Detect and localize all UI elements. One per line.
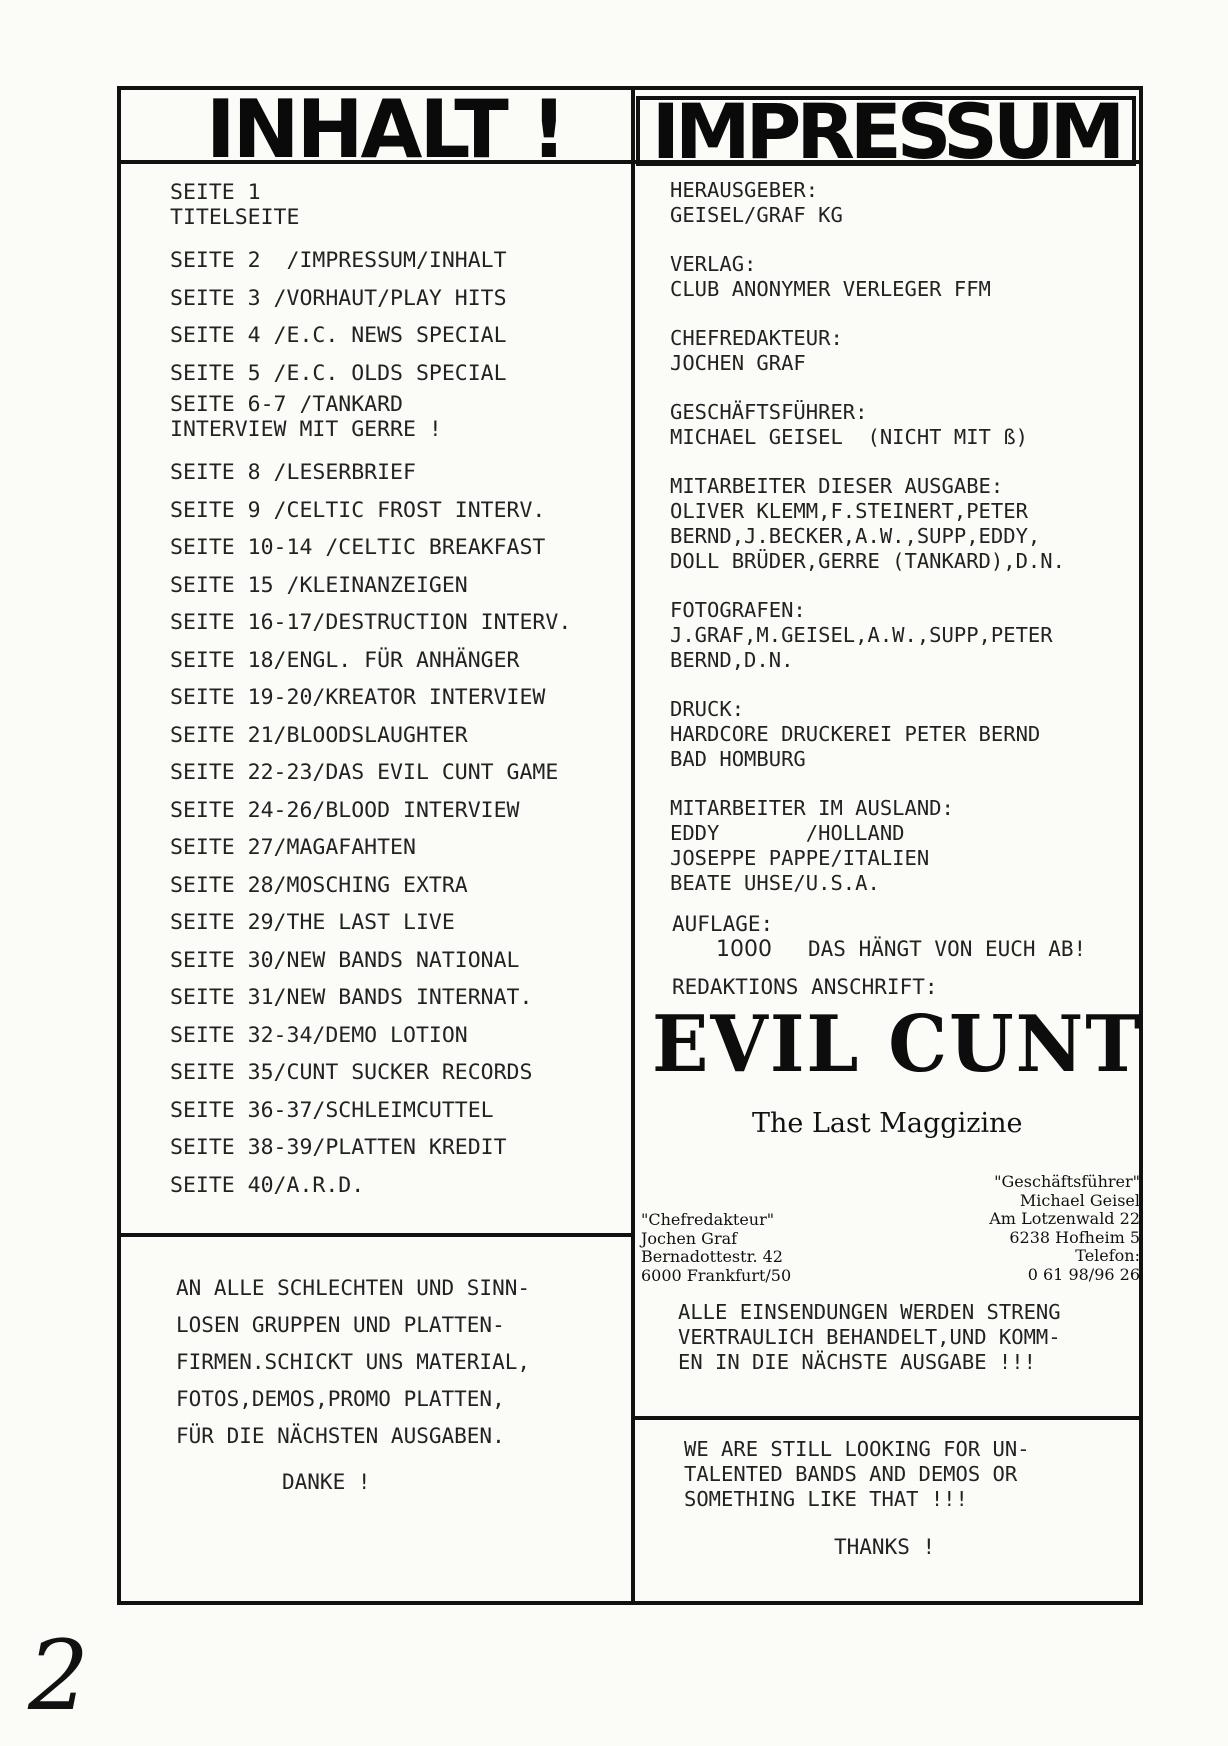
bottom-right-message <box>684 1437 1030 1512</box>
toc-entry: SEITE 18/ENGL. FÜR ANHÄNGER <box>170 647 520 673</box>
toc-entry: SEITE 10-14 /CELTIC BREAKFAST <box>170 535 546 560</box>
impressum-block <box>670 326 1138 376</box>
notice-line: EN IN DIE NÄCHSTE AUSGABE !!! <box>678 1350 1036 1374</box>
impressum-value: CLUB ANONYMER VERLEGER FFM <box>670 277 991 301</box>
message-line: FOTOS,DEMOS,PROMO PLATTEN, <box>176 1387 505 1411</box>
toc-entry: SEITE 9 /CELTIC FROST INTERV. <box>170 497 546 523</box>
impressum-heading: FOTOGRAFEN: <box>670 598 806 622</box>
impressum-value: BEATE UHSE/U.S.A. <box>670 871 880 895</box>
impressum-block <box>670 178 1138 228</box>
impressum-heading: CHEFREDAKTEUR: <box>670 326 843 350</box>
impressum-value: MICHAEL GEISEL (NICHT MIT ß) <box>670 425 1028 449</box>
impressum-value: JOSEPPE PAPPE/ITALIEN <box>670 846 930 870</box>
auflage-note: DAS HÄNGT VON EUCH AB! <box>808 937 1087 961</box>
impressum-block <box>670 400 1138 450</box>
impressum-block <box>670 796 1138 896</box>
notice-line: VERTRAULICH BEHANDELT,UND KOMM- <box>678 1325 1061 1349</box>
toc-entry: SEITE 8 /LESERBRIEF <box>170 460 416 485</box>
address-line: 6238 Hofheim 5 <box>1009 1227 1140 1247</box>
impressum-title: IMPRESSUM <box>651 87 1121 176</box>
impressum-block <box>670 474 1138 574</box>
toc-entry: SEITE 15 /KLEINANZEIGEN <box>170 572 468 598</box>
impressum-heading: GESCHÄFTSFÜHRER: <box>670 400 868 424</box>
toc-entry: SEITE 16-17/DESTRUCTION INTERV. <box>170 610 572 635</box>
impressum-block <box>670 598 1138 673</box>
impressum-value: BERND,D.N. <box>670 648 794 672</box>
toc-entry: INTERVIEW MIT GERRE ! <box>170 417 442 442</box>
geschaeftsfuehrer-address <box>989 1173 1140 1284</box>
toc-entry: SEITE 6-7 /TANKARD <box>170 392 403 417</box>
toc-entry: SEITE 5 /E.C. OLDS SPECIAL <box>170 360 507 386</box>
bottom-left-divider <box>117 1233 633 1237</box>
chefredakteur-address <box>641 1211 791 1285</box>
address-line: Am Lotzenwald 22 <box>989 1209 1140 1228</box>
toc-entry: SEITE 32-34/DEMO LOTION <box>170 1022 468 1048</box>
toc-entry: SEITE 27/MAGAFAHTEN <box>170 835 416 860</box>
toc-entry: SEITE 29/THE LAST LIVE <box>170 910 455 935</box>
auflage-label: AUFLAGE: <box>672 912 774 936</box>
toc-entry: SEITE 21/BLOODSLAUGHTER <box>170 722 468 748</box>
toc-entry: SEITE 38-39/PLATTEN KREDIT <box>170 1135 507 1160</box>
impressum-heading: MITARBEITER IM AUSLAND: <box>670 796 954 820</box>
message-line: LOSEN GRUPPEN UND PLATTEN- <box>176 1313 505 1337</box>
toc-entry: SEITE 30/NEW BANDS NATIONAL <box>170 947 520 973</box>
address-line: Bernadottestr. 42 <box>641 1247 783 1266</box>
message-line: FIRMEN.SCHICKT UNS MATERIAL, <box>176 1350 531 1374</box>
impressum-value: BAD HOMBURG <box>670 747 806 771</box>
message-line: AN ALLE SCHLECHTEN UND SINN- <box>176 1276 531 1300</box>
inhalt-title: INHALT ! <box>205 83 565 176</box>
toc-entry: SEITE 24-26/BLOOD INTERVIEW <box>170 797 520 823</box>
address-line: Jochen Graf <box>641 1228 738 1248</box>
toc-entry: SEITE 28/MOSCHING EXTRA <box>170 872 468 898</box>
address-line: Michael Geisel <box>1019 1190 1140 1210</box>
toc-entry: SEITE 36-37/SCHLEIMCUTTEL <box>170 1097 494 1123</box>
address-line: Telefon: <box>1075 1246 1140 1265</box>
toc-entry: SEITE 2 /IMPRESSUM/INHALT <box>170 248 507 273</box>
address-line: "Chefredakteur" <box>641 1210 775 1229</box>
notice-line: ALLE EINSENDUNGEN WERDEN STRENG <box>678 1300 1061 1324</box>
toc-entry: SEITE 4 /E.C. NEWS SPECIAL <box>170 323 507 348</box>
impressum-value: J.GRAF,M.GEISEL,A.W.,SUPP,PETER <box>670 623 1053 647</box>
toc-entry: SEITE 31/NEW BANDS INTERNAT. <box>170 985 533 1010</box>
address-line: "Geschäftsführer" <box>994 1172 1140 1191</box>
impressum-value: HARDCORE DRUCKEREI PETER BERND <box>670 722 1041 746</box>
anschrift-label: REDAKTIONS ANSCHRIFT: <box>672 975 938 999</box>
table-of-contents <box>170 180 630 1204</box>
submission-notice <box>678 1300 1061 1375</box>
address-line: 0 61 98/96 26 <box>1027 1264 1140 1284</box>
impressum-value: BERND,J.BECKER,A.W.,SUPP,EDDY, <box>670 524 1041 548</box>
bottom-right-divider <box>633 1416 1143 1420</box>
impressum-list <box>670 178 1138 920</box>
column-divider <box>631 86 635 1605</box>
page-number: 2 <box>28 1620 90 1732</box>
toc-entry: SEITE 3 /VORHAUT/PLAY HITS <box>170 285 507 311</box>
toc-entry: SEITE 40/A.R.D. <box>170 1172 365 1198</box>
message-line: WE ARE STILL LOOKING FOR UN- <box>684 1437 1030 1461</box>
impressum-value: DOLL BRÜDER,GERRE (TANKARD),D.N. <box>670 549 1065 573</box>
toc-entry: SEITE 1 <box>170 180 261 205</box>
toc-entry: SEITE 35/CUNT SUCKER RECORDS <box>170 1060 533 1085</box>
impressum-value: JOCHEN GRAF <box>670 351 806 375</box>
bottom-right-thanks: THANKS ! <box>834 1535 936 1559</box>
impressum-block <box>670 252 1138 302</box>
message-line: FÜR DIE NÄCHSTEN AUSGABEN. <box>176 1424 505 1448</box>
impressum-heading: HERAUSGEBER: <box>670 178 819 202</box>
bottom-left-message <box>176 1270 530 1455</box>
evil-cunt-logo: EVIL CUNT <box>652 999 1143 1091</box>
toc-entry: SEITE 22-23/DAS EVIL CUNT GAME <box>170 760 559 785</box>
logo-tagline: The Last Maggizine <box>752 1108 1023 1139</box>
toc-entry: TITELSEITE <box>170 205 300 230</box>
auflage-value: 1000 <box>716 937 772 962</box>
impressum-block <box>670 697 1138 772</box>
impressum-heading: VERLAG: <box>670 252 757 276</box>
toc-entry: SEITE 19-20/KREATOR INTERVIEW <box>170 685 546 710</box>
address-line: 6000 Frankfurt/50 <box>641 1265 792 1285</box>
impressum-value: EDDY /HOLLAND <box>670 821 905 845</box>
impressum-value: OLIVER KLEMM,F.STEINERT,PETER <box>670 499 1028 523</box>
bottom-left-thanks: DANKE ! <box>282 1470 371 1494</box>
impressum-heading: MITARBEITER DIESER AUSGABE: <box>670 474 1004 498</box>
impressum-heading: DRUCK: <box>670 697 745 721</box>
message-line: TALENTED BANDS AND DEMOS OR <box>684 1462 1018 1486</box>
impressum-value: GEISEL/GRAF KG <box>670 203 843 227</box>
message-line: SOMETHING LIKE THAT !!! <box>684 1487 968 1511</box>
